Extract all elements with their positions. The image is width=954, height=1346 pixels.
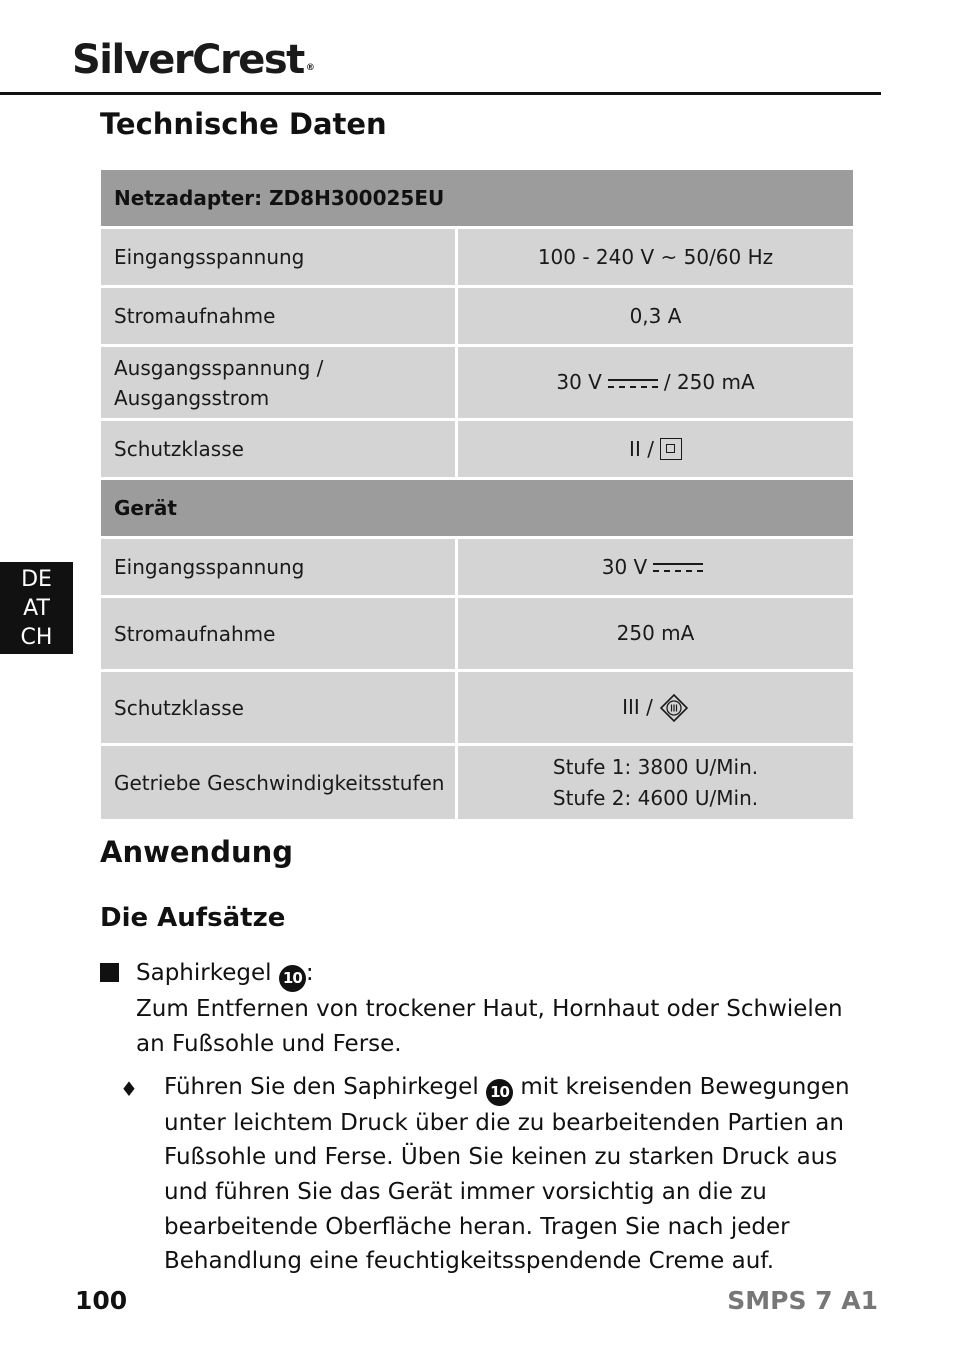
label-line: Ausgangsspannung / (114, 355, 324, 380)
table-row (101, 598, 853, 669)
language-code: DE (21, 566, 52, 592)
adapter-header-cell: Netzadapter: ZD8H300025EU (101, 170, 853, 226)
label-line: Ausgangsstrom (114, 385, 270, 410)
protection-class-ii-icon (660, 438, 682, 460)
table-row (101, 672, 853, 743)
language-code: AT (23, 595, 50, 621)
language-tab (0, 562, 73, 654)
step-text (164, 1070, 860, 1279)
table-row (101, 347, 853, 418)
table-cell-label: Stromaufnahme (101, 288, 455, 344)
table-cell-value: 250 mA (458, 598, 853, 669)
section-title-usage: Anwendung (100, 835, 294, 869)
value-text: II / (629, 436, 654, 461)
table-cell-label: Schutzklasse (101, 672, 455, 743)
attachment-bullet (100, 956, 860, 1062)
technical-data-table (101, 170, 853, 822)
protection-class-iii-icon (659, 693, 689, 723)
table-cell-label: Eingangsspannung (101, 539, 455, 595)
speed-levels (553, 752, 758, 814)
step-text-part: Führen Sie den Saphirkegel (164, 1074, 479, 1100)
table-cell-label: Eingangsspannung (101, 229, 455, 285)
speed-level: Stufe 2: 4600 U/Min. (552, 785, 759, 810)
table-cell-value (458, 539, 853, 595)
table-cell-value (458, 347, 853, 418)
table-cell-value: 0,3 A (458, 288, 853, 344)
page-number: 100 (75, 1286, 128, 1315)
subsection-title-attachments: Die Aufsätze (100, 903, 286, 933)
header-divider (0, 92, 881, 95)
table-cell-label (101, 347, 455, 418)
table-header-device (101, 480, 853, 536)
table-cell-value (458, 746, 853, 819)
bullet-text (136, 956, 860, 1062)
section-title-technical-data: Technische Daten (100, 107, 387, 141)
attachment-description: Zum Entfernen von trockener Haut, Hornhaut oder Schwielen an Fußsohle und Ferse. (136, 996, 843, 1057)
table-cell-value (458, 672, 853, 743)
direct-current-icon (653, 560, 703, 574)
instruction-step (120, 1070, 860, 1279)
table-cell-value: 100 - 240 V ~ 50/60 Hz (458, 229, 853, 285)
registered-mark: ® (305, 63, 315, 73)
square-bullet-icon (100, 963, 119, 982)
speed-level: Stufe 1: 3800 U/Min. (552, 754, 759, 779)
value-text: 30 V (601, 554, 648, 579)
table-cell-label: Getriebe Geschwindigkeitsstufen (101, 746, 455, 819)
diamond-bullet-icon: ♦ (120, 1077, 138, 1101)
table-cell-value (458, 421, 853, 477)
brand-logo (72, 36, 313, 84)
device-header-cell: Gerät (101, 480, 853, 536)
table-row (101, 288, 853, 344)
table-cell-label: Stromaufnahme (101, 598, 455, 669)
table-row (101, 229, 853, 285)
reference-number-badge: 10 (486, 1079, 513, 1106)
model-identifier: SMPS 7 A1 (727, 1286, 878, 1315)
table-row (101, 746, 853, 819)
table-row (101, 421, 853, 477)
brand-logo-text: SilverCrest (72, 37, 304, 83)
table-header-adapter (101, 170, 853, 226)
step-text-part: mit kreisenden Bewegungen unter leichtem Druck über die zu bearbeitenden Partien an Fußsohle und Ferse. Üben Sie keinen zu starken Druck aus und führen Sie das Gerät immer vorsichtig an die zu bearbeitende Oberfläche heran. Tragen Sie nach jeder Behandlung eine feuchtigkeitsspendende Creme auf. (164, 1074, 850, 1275)
language-code: CH (20, 624, 53, 650)
value-text: 30 V (556, 370, 602, 394)
attachment-name: Saphirkegel (136, 960, 272, 986)
reference-number-badge: 10 (279, 965, 306, 992)
colon: : (305, 960, 314, 986)
table-row (101, 539, 853, 595)
value-text: / 250 mA (663, 370, 755, 394)
value-text: III / (622, 695, 653, 719)
direct-current-icon (608, 376, 658, 390)
table-cell-label: Schutzklasse (101, 421, 455, 477)
